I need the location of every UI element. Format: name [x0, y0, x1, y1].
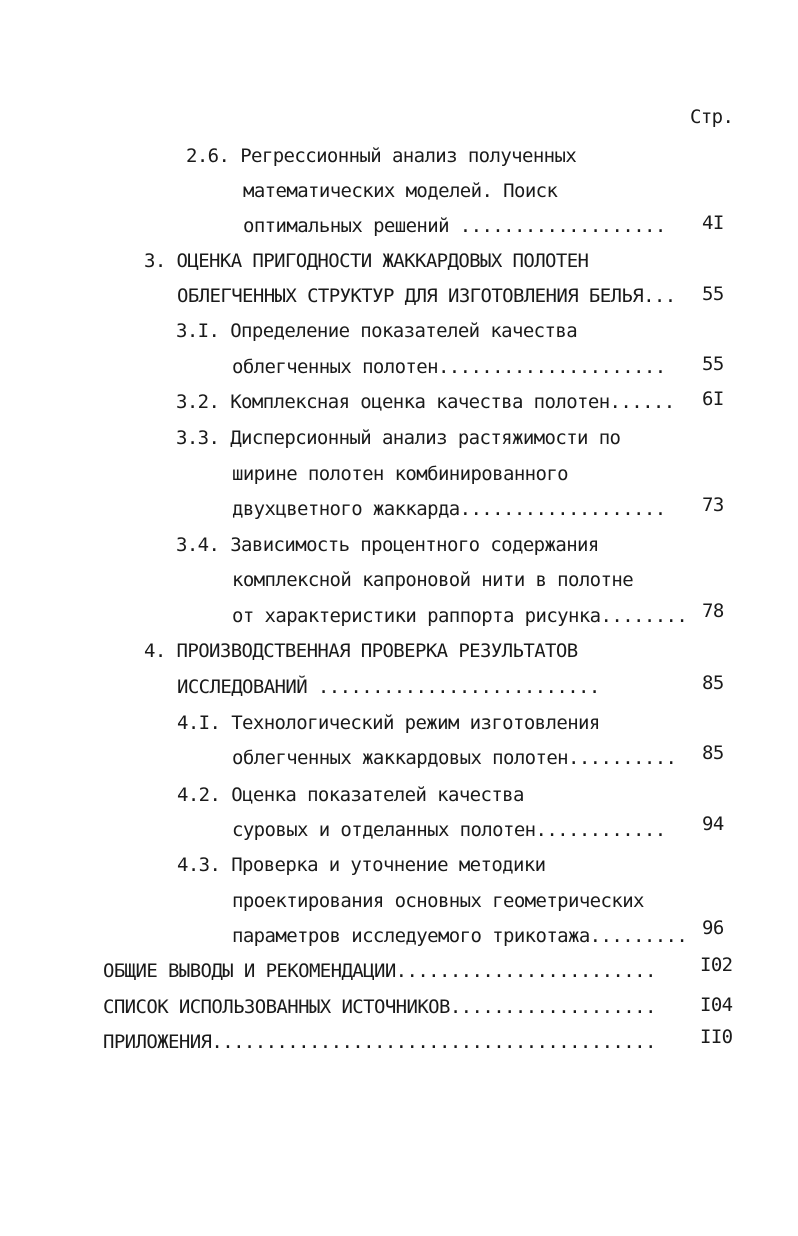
toc-entry-appendices: ПРИЛОЖЕНИЯ.........................................: [103, 1031, 656, 1053]
toc-entry-4-line-1: 4. ПРОИЗВОДСТВЕННАЯ ПРОВЕРКА РЕЗУЛЬТАТОВ: [144, 640, 578, 662]
toc-entry-4-page: 85: [702, 672, 724, 694]
toc-entry-3-3-page: 73: [702, 494, 724, 516]
toc-entry-3-4-line-3: от характеристики раппорта рисунка........: [232, 605, 688, 627]
toc-entry-4-1-line-1: 4.I. Технологический режим изготовления: [177, 712, 600, 734]
toc-entry-3-3-line-2: ширине полотен комбинированного: [232, 463, 569, 485]
toc-entry-3-line-2: ОБЛЕГЧЕННЫХ СТРУКТУР ДЛЯ ИЗГОТОВЛЕНИЯ БЕЛЬЯ...: [177, 285, 676, 307]
toc-entry-4-2-line-1: 4.2. Оценка показателей качества: [177, 784, 524, 806]
toc-entry-4-3-page: 96: [702, 917, 724, 939]
toc-entry-4-2-page: 94: [702, 813, 724, 835]
toc-entry-3-line-1: 3. ОЦЕНКА ПРИГОДНОСТИ ЖАККАРДОВЫХ ПОЛОТЕН: [144, 250, 589, 272]
toc-entry-4-1-line-2: облегченных жаккардовых полотен..........: [232, 747, 677, 769]
toc-entry-appendices-page: II0: [700, 1026, 733, 1048]
toc-entry-3-4-line-1: 3.4. Зависимость процентного содержания: [176, 534, 599, 556]
toc-entry-3-4-page: 78: [702, 600, 724, 622]
toc-entry-4-3-line-2: проектирования основных геометрических: [232, 890, 644, 912]
toc-entry-3-page: 55: [702, 283, 724, 305]
toc-entry-conclusions: ОБЩИЕ ВЫВОДЫ И РЕКОМЕНДАЦИИ........................: [103, 960, 656, 982]
toc-entry-3-2-line-1: 3.2. Комплексная оценка качества полотен......: [176, 391, 675, 413]
toc-entry-conclusions-page: I02: [700, 954, 733, 976]
page-column-header: Стр.: [690, 106, 734, 128]
toc-entry-3-4-line-2: комплексной капроновой нити в полотне: [232, 569, 634, 591]
toc-entry-3-3-line-1: 3.3. Дисперсионный анализ растяжимости по: [176, 427, 621, 449]
toc-entry-2-6-line-3: оптимальных решений ...................: [243, 215, 666, 237]
toc-entry-4-2-line-2: суровых и отделанных полотен............: [232, 819, 666, 841]
toc-entry-4-3-line-1: 4.3. Проверка и уточнение методики: [177, 854, 546, 876]
toc-entry-references-page: I04: [700, 994, 733, 1016]
toc-entry-2-6-page: 4I: [702, 212, 724, 234]
toc-entry-3-3-line-3: двухцветного жаккарда...................: [232, 498, 666, 520]
toc-entry-3-2-page: 6I: [702, 388, 724, 410]
toc-entry-4-line-2: ИССЛЕДОВАНИЙ ..........................: [177, 676, 600, 698]
toc-entry-2-6-line-2: математических моделей. Поиск: [243, 180, 558, 202]
toc-entry-4-3-line-3: параметров исследуемого трикотажа.........: [232, 925, 688, 947]
toc-entry-3-1-line-2: облегченных полотен.....................: [232, 356, 666, 378]
toc-entry-3-1-line-1: 3.I. Определение показателей качества: [176, 320, 578, 342]
toc-entry-3-1-page: 55: [702, 353, 724, 375]
toc-entry-references: СПИСОК ИСПОЛЬЗОВАННЫХ ИСТОЧНИКОВ...................: [103, 996, 656, 1018]
toc-entry-4-1-page: 85: [702, 742, 724, 764]
toc-entry-2-6-line-1: 2.6. Регрессионный анализ полученных: [186, 145, 577, 167]
